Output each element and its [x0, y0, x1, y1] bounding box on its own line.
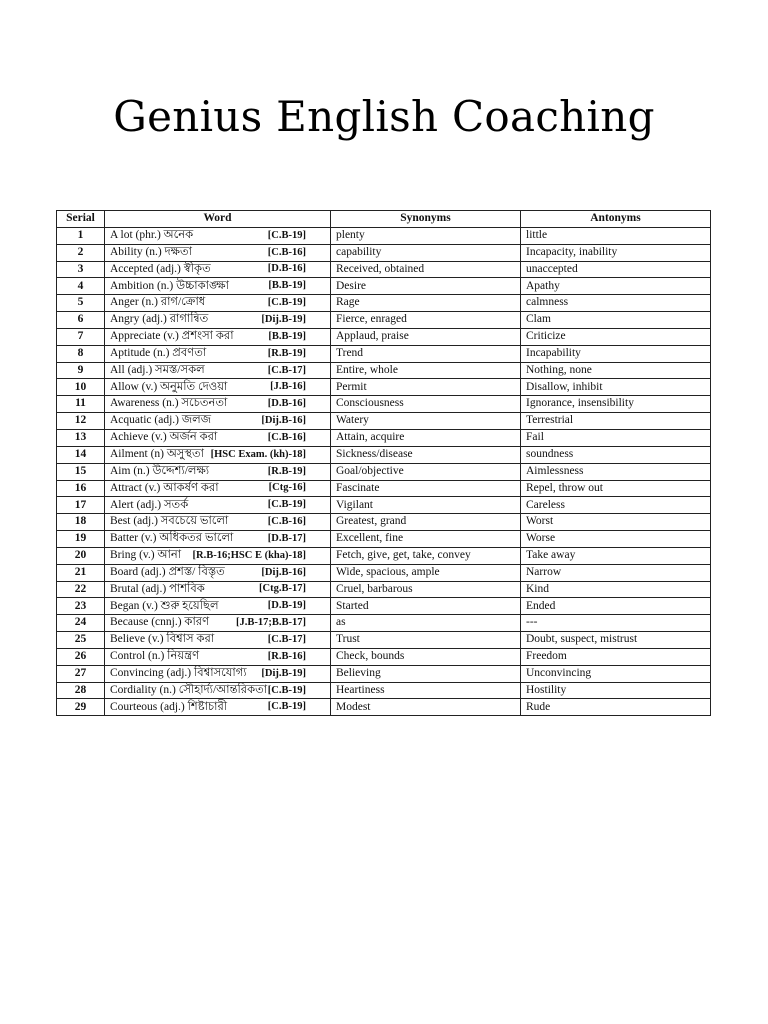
- table-row: [57, 497, 711, 514]
- word-cell: [105, 699, 331, 716]
- word-text: Believe (v.) বিশ্বাস করা: [110, 633, 215, 646]
- word-cell: [105, 480, 331, 497]
- antonyms-cell: Narrow: [521, 564, 711, 581]
- table-row: [57, 227, 711, 244]
- word-text: Awareness (n.) সচেতনতা: [110, 397, 228, 410]
- word-text: Anger (n.) রাগ/ক্রোধ: [110, 296, 206, 309]
- synonyms-cell: Desire: [331, 278, 521, 295]
- word-cell: [105, 547, 331, 564]
- antonyms-cell: Hostility: [521, 682, 711, 699]
- table-row: [57, 480, 711, 497]
- board-code: [R.B-19]: [267, 347, 306, 359]
- antonyms-cell: Apathy: [521, 278, 711, 295]
- board-code: [R.B-16;HSC E (kha)-18]: [192, 549, 306, 561]
- antonyms-cell: Careless: [521, 497, 711, 514]
- table-row: [57, 648, 711, 665]
- antonyms-cell: Doubt, suspect, mistrust: [521, 632, 711, 649]
- word-cell: [105, 514, 331, 531]
- antonyms-cell: Worse: [521, 531, 711, 548]
- antonyms-cell: Incapacity, inability: [521, 244, 711, 261]
- antonyms-cell: Unconvincing: [521, 665, 711, 682]
- word-text: Allow (v.) অনুমতি দেওয়া: [110, 380, 228, 393]
- serial-cell: 5: [57, 295, 105, 312]
- board-code: [D.B-17]: [267, 532, 306, 544]
- antonyms-cell: unaccepted: [521, 261, 711, 278]
- serial-cell: 29: [57, 699, 105, 716]
- table-row: [57, 615, 711, 632]
- board-code: [R.B-16]: [267, 650, 306, 662]
- table-row: [57, 547, 711, 564]
- word-text: Achieve (v.) অর্জন করা: [110, 431, 218, 444]
- antonyms-cell: soundness: [521, 446, 711, 463]
- word-cell: [105, 581, 331, 598]
- synonyms-cell: Vigilant: [331, 497, 521, 514]
- antonyms-cell: Worst: [521, 514, 711, 531]
- word-cell: [105, 261, 331, 278]
- synonyms-cell: Modest: [331, 699, 521, 716]
- table-row: [57, 261, 711, 278]
- word-cell: [105, 312, 331, 329]
- table-row: [57, 665, 711, 682]
- table-row: [57, 581, 711, 598]
- word-cell: [105, 328, 331, 345]
- table-row: [57, 396, 711, 413]
- board-code: [C.B-16]: [267, 515, 306, 527]
- antonyms-cell: Fail: [521, 429, 711, 446]
- synonyms-cell: Check, bounds: [331, 648, 521, 665]
- table-header-row: [57, 211, 711, 228]
- synonyms-cell: Fierce, enraged: [331, 312, 521, 329]
- antonyms-cell: little: [521, 227, 711, 244]
- board-code: [Dij.B-19]: [261, 667, 306, 679]
- board-code: [C.B-19]: [267, 684, 306, 696]
- board-code: [B.B-19]: [268, 330, 306, 342]
- serial-cell: 8: [57, 345, 105, 362]
- serial-cell: 23: [57, 598, 105, 615]
- antonyms-cell: Terrestrial: [521, 413, 711, 430]
- board-code: [C.B-17]: [267, 364, 306, 376]
- word-text: Ailment (n) অসুস্থতা: [110, 447, 204, 460]
- serial-cell: 9: [57, 362, 105, 379]
- table-row: [57, 244, 711, 261]
- vocabulary-table: [56, 210, 711, 716]
- word-text: Aptitude (n.) প্রবণতা: [110, 346, 207, 359]
- board-code: [Dij.B-16]: [261, 414, 306, 426]
- word-text: Attract (v.) আকর্ষণ করা: [110, 481, 219, 494]
- word-text: Cordiality (n.) সৌহার্দ্য/আন্তরিকতা: [110, 683, 268, 696]
- board-code: [Dij.B-19]: [261, 313, 306, 325]
- table-row: [57, 598, 711, 615]
- synonyms-cell: Greatest, grand: [331, 514, 521, 531]
- table-row: [57, 362, 711, 379]
- serial-cell: 13: [57, 429, 105, 446]
- synonyms-cell: Fascinate: [331, 480, 521, 497]
- serial-cell: 17: [57, 497, 105, 514]
- header-word: Word: [105, 211, 331, 228]
- word-cell: [105, 429, 331, 446]
- synonyms-cell: Attain, acquire: [331, 429, 521, 446]
- antonyms-cell: ---: [521, 615, 711, 632]
- antonyms-cell: Clam: [521, 312, 711, 329]
- board-code: [J.B-16]: [270, 381, 306, 393]
- word-text: Aim (n.) উদ্দেশ্য/লক্ষ্য: [110, 464, 210, 477]
- word-cell: [105, 295, 331, 312]
- synonyms-cell: Permit: [331, 379, 521, 396]
- table-row: [57, 295, 711, 312]
- word-text: Alert (adj.) সতর্ক: [110, 498, 189, 511]
- serial-cell: 12: [57, 413, 105, 430]
- word-cell: [105, 362, 331, 379]
- synonyms-cell: plenty: [331, 227, 521, 244]
- table-row: [57, 564, 711, 581]
- serial-cell: 21: [57, 564, 105, 581]
- synonyms-cell: Sickness/disease: [331, 446, 521, 463]
- word-cell: [105, 648, 331, 665]
- word-cell: [105, 463, 331, 480]
- board-code: [D.B-19]: [267, 600, 306, 612]
- board-code: [HSC Exam. (kh)-18]: [210, 448, 306, 460]
- table-row: [57, 429, 711, 446]
- word-text: Ability (n.) দক্ষতা: [110, 245, 192, 258]
- serial-cell: 6: [57, 312, 105, 329]
- table-row: [57, 413, 711, 430]
- table-row: [57, 278, 711, 295]
- serial-cell: 18: [57, 514, 105, 531]
- table-body: [57, 227, 711, 715]
- word-text: Batter (v.) অধিকতর ভালো: [110, 532, 234, 545]
- word-cell: [105, 682, 331, 699]
- antonyms-cell: Rude: [521, 699, 711, 716]
- serial-cell: 15: [57, 463, 105, 480]
- word-cell: [105, 497, 331, 514]
- antonyms-cell: Kind: [521, 581, 711, 598]
- word-text: Convincing (adj.) বিশ্বাসযোগ্য: [110, 666, 247, 679]
- serial-cell: 19: [57, 531, 105, 548]
- synonyms-cell: Wide, spacious, ample: [331, 564, 521, 581]
- synonyms-cell: capability: [331, 244, 521, 261]
- word-text: Courteous (adj.) শিষ্টাচারী: [110, 700, 228, 713]
- header-synonyms: Synonyms: [331, 211, 521, 228]
- page-title: Genius English Coaching: [113, 92, 655, 141]
- serial-cell: 16: [57, 480, 105, 497]
- board-code: [R.B-19]: [267, 465, 306, 477]
- word-cell: [105, 446, 331, 463]
- board-code: [J.B-17;B.B-17]: [236, 616, 306, 628]
- word-text: Acquatic (adj.) জলজ: [110, 414, 211, 427]
- serial-cell: 2: [57, 244, 105, 261]
- synonyms-cell: Watery: [331, 413, 521, 430]
- serial-cell: 25: [57, 632, 105, 649]
- synonyms-cell: Trust: [331, 632, 521, 649]
- word-text: Accepted (adj.) স্বীকৃত: [110, 262, 211, 275]
- word-text: Best (adj.) সবচেয়ে ভালো: [110, 515, 229, 528]
- synonyms-cell: Excellent, fine: [331, 531, 521, 548]
- serial-cell: 7: [57, 328, 105, 345]
- word-text: A lot (phr.) অনেক: [110, 229, 194, 242]
- table-row: [57, 699, 711, 716]
- board-code: [C.B-16]: [267, 246, 306, 258]
- board-code: [C.B-17]: [267, 633, 306, 645]
- synonyms-cell: Received, obtained: [331, 261, 521, 278]
- serial-cell: 22: [57, 581, 105, 598]
- board-code: [C.B-16]: [267, 431, 306, 443]
- word-text: Brutal (adj.) পাশবিক: [110, 582, 205, 595]
- serial-cell: 27: [57, 665, 105, 682]
- antonyms-cell: Disallow, inhibit: [521, 379, 711, 396]
- synonyms-cell: Fetch, give, get, take, convey: [331, 547, 521, 564]
- synonyms-cell: Entire, whole: [331, 362, 521, 379]
- word-cell: [105, 564, 331, 581]
- serial-cell: 28: [57, 682, 105, 699]
- synonyms-cell: Started: [331, 598, 521, 615]
- synonyms-cell: Trend: [331, 345, 521, 362]
- word-cell: [105, 665, 331, 682]
- word-text: Bring (v.) আনা: [110, 549, 182, 562]
- table-row: [57, 345, 711, 362]
- word-cell: [105, 345, 331, 362]
- antonyms-cell: Nothing, none: [521, 362, 711, 379]
- word-cell: [105, 413, 331, 430]
- word-cell: [105, 615, 331, 632]
- synonyms-cell: Rage: [331, 295, 521, 312]
- table-row: [57, 682, 711, 699]
- serial-cell: 11: [57, 396, 105, 413]
- word-cell: [105, 396, 331, 413]
- board-code: [C.B-19]: [267, 296, 306, 308]
- word-text: Board (adj.) প্রশস্ত/ বিস্তৃত: [110, 565, 225, 578]
- serial-cell: 10: [57, 379, 105, 396]
- antonyms-cell: Criticize: [521, 328, 711, 345]
- board-code: [C.B-19]: [267, 701, 306, 713]
- word-cell: [105, 598, 331, 615]
- antonyms-cell: Freedom: [521, 648, 711, 665]
- header-serial: Serial: [57, 211, 105, 228]
- table-row: [57, 328, 711, 345]
- serial-cell: 26: [57, 648, 105, 665]
- synonyms-cell: Consciousness: [331, 396, 521, 413]
- table-row: [57, 463, 711, 480]
- antonyms-cell: Take away: [521, 547, 711, 564]
- word-cell: [105, 531, 331, 548]
- board-code: [Ctg.B-17]: [259, 583, 306, 595]
- header-antonyms: Antonyms: [521, 211, 711, 228]
- synonyms-cell: Applaud, praise: [331, 328, 521, 345]
- word-cell: [105, 278, 331, 295]
- serial-cell: 14: [57, 446, 105, 463]
- table-row: [57, 531, 711, 548]
- word-text: All (adj.) সমস্ত/সকল: [110, 363, 205, 376]
- table-row: [57, 514, 711, 531]
- word-text: Ambition (n.) উচ্চাকাঙ্ক্ষা: [110, 279, 229, 292]
- word-cell: [105, 632, 331, 649]
- word-text: Appreciate (v.) প্রশংসা করা: [110, 330, 234, 343]
- table-row: [57, 446, 711, 463]
- table-row: [57, 379, 711, 396]
- antonyms-cell: Aimlessness: [521, 463, 711, 480]
- word-cell: [105, 379, 331, 396]
- board-code: [Ctg-16]: [268, 482, 306, 494]
- word-text: Angry (adj.) রাগান্বিত: [110, 313, 209, 326]
- table-row: [57, 312, 711, 329]
- table-row: [57, 632, 711, 649]
- synonyms-cell: Heartiness: [331, 682, 521, 699]
- word-cell: [105, 244, 331, 261]
- antonyms-cell: Repel, throw out: [521, 480, 711, 497]
- board-code: [C.B-19]: [267, 499, 306, 511]
- serial-cell: 4: [57, 278, 105, 295]
- serial-cell: 24: [57, 615, 105, 632]
- serial-cell: 1: [57, 227, 105, 244]
- synonyms-cell: Believing: [331, 665, 521, 682]
- word-cell: [105, 227, 331, 244]
- board-code: [B.B-19]: [268, 280, 306, 292]
- board-code: [D.B-16]: [267, 397, 306, 409]
- board-code: [D.B-16]: [267, 263, 306, 275]
- antonyms-cell: Ended: [521, 598, 711, 615]
- word-text: Because (cnnj.) কারণ: [110, 616, 210, 629]
- synonyms-cell: as: [331, 615, 521, 632]
- board-code: [C.B-19]: [267, 229, 306, 241]
- antonyms-cell: Incapability: [521, 345, 711, 362]
- synonyms-cell: Cruel, barbarous: [331, 581, 521, 598]
- antonyms-cell: Ignorance, insensibility: [521, 396, 711, 413]
- word-text: Began (v.) শুরু হয়েছিল: [110, 599, 219, 612]
- board-code: [Dij.B-16]: [261, 566, 306, 578]
- serial-cell: 3: [57, 261, 105, 278]
- antonyms-cell: calmness: [521, 295, 711, 312]
- synonyms-cell: Goal/objective: [331, 463, 521, 480]
- serial-cell: 20: [57, 547, 105, 564]
- word-text: Control (n.) নিয়ন্ত্রণ: [110, 650, 200, 663]
